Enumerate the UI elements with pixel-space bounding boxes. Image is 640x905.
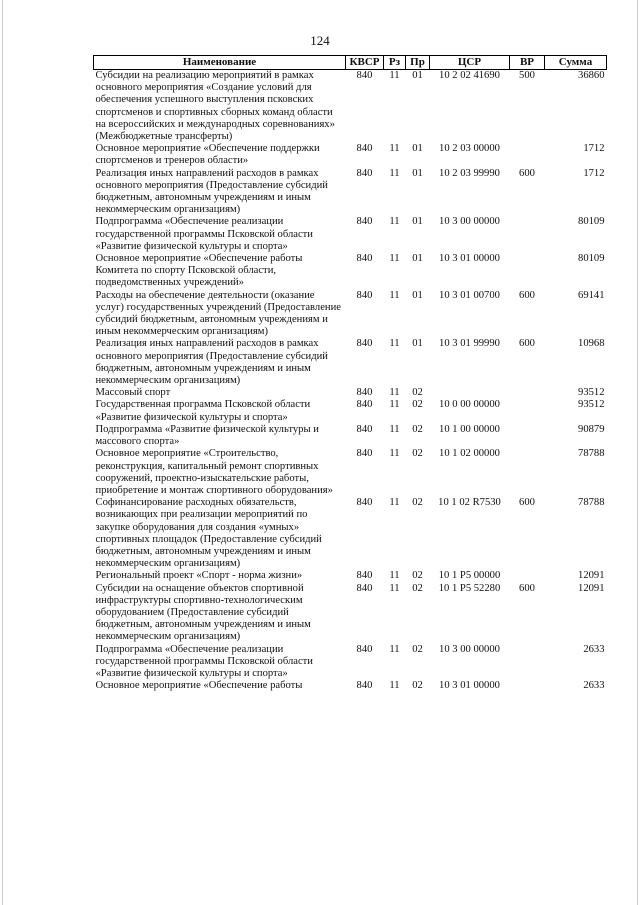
row-csr: 10 1 P5 52280 [438, 582, 501, 594]
row-name: Подпрограмма «Развитие физической культуры и массового спорта» [95, 423, 319, 448]
table-row [94, 70, 607, 144]
row-pr: 02 [412, 387, 423, 399]
row-csr: 10 3 00 00000 [439, 216, 500, 228]
row-rz: 11 [389, 643, 400, 655]
row-kvsr: 840 [356, 680, 373, 692]
row-sum: 12091 [578, 582, 605, 594]
row-rz: 11 [389, 570, 400, 582]
header-csr: ЦСР [430, 56, 510, 70]
row-sum: 12091 [578, 570, 605, 582]
row-vr [510, 143, 545, 167]
row-kvsr: 840 [356, 143, 373, 155]
row-name: Региональный проект «Спорт - норма жизни» [95, 570, 303, 582]
row-pr: 02 [412, 570, 423, 582]
row-pr: 02 [412, 582, 423, 594]
row-pr: 02 [412, 497, 423, 509]
row-sum: 2633 [583, 680, 605, 692]
row-csr: 10 1 02 00000 [439, 448, 500, 460]
row-kvsr: 840 [356, 423, 373, 435]
row-name: Основное мероприятие «Обеспечение работы Комитета по спорту Псковской области, подведомственных учреждений» [95, 253, 303, 289]
scan-edge-left [2, 0, 3, 905]
row-name: Софинансирование расходных обязательств, возникающих при реализации мероприятий по закупке оборудования для создания «умных» спортивных площадок (Предоставление субсидий бюджетным, автономным учреждениям и иным некоммерческим организациям) [95, 497, 322, 570]
row-csr: 10 3 01 99990 [439, 338, 500, 350]
row-csr: 10 0 00 00000 [439, 399, 500, 411]
header-vr: ВР [510, 56, 545, 70]
row-csr: 10 2 03 99990 [439, 167, 500, 179]
row-pr: 01 [412, 253, 423, 265]
row-kvsr: 840 [356, 253, 373, 265]
row-kvsr: 840 [356, 643, 373, 655]
row-kvsr: 840 [356, 289, 373, 301]
header-name: Наименование [94, 56, 346, 70]
row-sum: 1712 [583, 143, 605, 155]
table-row [94, 253, 607, 290]
row-kvsr: 840 [356, 399, 373, 411]
row-sum: 80109 [578, 216, 605, 228]
row-rz: 11 [389, 582, 400, 594]
table-row [94, 497, 607, 570]
row-sum: 1712 [583, 167, 605, 179]
header-pr: Пр [406, 56, 430, 70]
table-row [94, 583, 607, 644]
row-rz: 11 [389, 387, 400, 399]
row-name: Основное мероприятие «Обеспечение поддержки спортсменов и тренеров области» [95, 143, 320, 167]
row-rz: 11 [389, 167, 400, 179]
row-vr [510, 253, 545, 290]
row-rz: 11 [389, 399, 400, 411]
row-csr: 10 3 01 00000 [439, 680, 500, 692]
row-vr [510, 644, 545, 681]
row-sum: 93512 [578, 387, 605, 399]
row-vr: 600 [519, 167, 535, 179]
row-vr: 600 [519, 289, 535, 301]
row-vr [510, 570, 545, 582]
table-row [94, 387, 607, 399]
row-csr: 10 1 00 00000 [439, 423, 500, 435]
page-number: 124 [310, 33, 330, 48]
row-vr: 600 [519, 497, 535, 509]
budget-table [93, 55, 607, 692]
row-sum: 10968 [578, 338, 605, 350]
header-sum: Сумма [545, 56, 607, 70]
row-vr: 500 [519, 70, 535, 81]
row-rz: 11 [389, 448, 400, 460]
row-vr [510, 448, 545, 497]
row-sum: 80109 [578, 253, 605, 265]
table-header-row [94, 56, 607, 70]
row-kvsr: 840 [356, 387, 373, 399]
row-name: Основное мероприятие «Обеспечение работы [95, 680, 303, 692]
row-rz: 11 [389, 338, 400, 350]
row-pr: 02 [412, 643, 423, 655]
row-sum: 90879 [578, 423, 605, 435]
row-sum: 78788 [578, 497, 605, 509]
row-csr: 10 2 03 00000 [439, 143, 500, 155]
row-kvsr: 840 [356, 70, 373, 81]
row-vr [510, 399, 545, 423]
row-kvsr: 840 [356, 338, 373, 350]
table-row [94, 338, 607, 387]
row-pr: 02 [412, 448, 423, 460]
row-sum: 69141 [578, 289, 605, 301]
table-row [94, 570, 607, 582]
row-rz: 11 [389, 289, 400, 301]
table-row [94, 143, 607, 167]
row-rz: 11 [389, 497, 400, 509]
row-rz: 11 [389, 216, 400, 228]
row-pr: 01 [412, 143, 423, 155]
table-body [94, 70, 607, 693]
row-pr: 01 [412, 289, 423, 301]
row-pr: 02 [412, 423, 423, 435]
row-name: Субсидии на оснащение объектов спортивной инфраструктуры спортивно-технологическим оборудованием (Предоставление субсидий бюджетным, автономным учреждениям и иным некоммерческим организациям) [95, 582, 311, 643]
row-vr [510, 387, 545, 399]
row-vr: 600 [519, 338, 535, 350]
table-row [94, 644, 607, 681]
scan-edge-right [637, 0, 638, 905]
row-name: Расходы на обеспечение деятельности (оказание услуг) государственных учреждений (Предоставление субсидий бюджетным, автономным учреждениям и иным некоммерческим организациям) [95, 289, 341, 338]
row-rz: 11 [389, 423, 400, 435]
row-name: Подпрограмма «Обеспечение реализации государственной программы Псковской области «Развитие физической культуры и спорта» [95, 216, 313, 252]
row-sum: 2633 [583, 643, 605, 655]
row-rz: 11 [389, 680, 400, 692]
row-rz: 11 [389, 143, 400, 155]
table-row [94, 399, 607, 423]
row-csr: 10 3 01 00000 [439, 253, 500, 265]
row-csr: 10 2 02 41690 [439, 70, 500, 81]
row-name: Государственная программа Псковской области «Развитие физической культуры и спорта» [95, 399, 311, 423]
row-kvsr: 840 [356, 570, 373, 582]
row-rz: 11 [389, 253, 400, 265]
row-name: Подпрограмма «Обеспечение реализации государственной программы Псковской области «Развитие физической культуры и спорта» [95, 643, 313, 679]
table-row [94, 424, 607, 448]
table-row [94, 448, 607, 497]
row-vr [510, 216, 545, 253]
table-row [94, 168, 607, 217]
row-pr: 02 [412, 399, 423, 411]
row-kvsr: 840 [356, 497, 373, 509]
row-pr: 01 [412, 338, 423, 350]
row-vr [510, 680, 545, 692]
row-kvsr: 840 [356, 448, 373, 460]
row-name: Реализация иных направлений расходов в рамках основного мероприятия (Предоставление субсидий бюджетным, автономным учреждениям и иным некоммерческим организациям) [95, 167, 328, 216]
row-csr: 10 1 P5 00000 [438, 570, 501, 582]
row-csr: 10 3 01 00700 [439, 289, 500, 301]
row-name: Субсидии на реализацию мероприятий в рамках основного мероприятия «Создание условий для обеспечения успешного выступления псковских спортсменов и спортивных сборных команд области на всероссийских и международных соревнованиях» (Межбюджетные трансферты) [95, 70, 335, 143]
table-row [94, 680, 607, 692]
row-csr: 10 1 02 R7530 [438, 497, 501, 509]
row-kvsr: 840 [356, 582, 373, 594]
row-csr: 10 3 00 00000 [439, 643, 500, 655]
header-kvsr: КВСР [346, 56, 384, 70]
row-sum: 78788 [578, 448, 605, 460]
row-name: Реализация иных направлений расходов в рамках основного мероприятия (Предоставление субсидий бюджетным, автономным учреждениям и иным некоммерческим организациям) [95, 338, 328, 387]
row-pr: 01 [412, 167, 423, 179]
row-csr [430, 387, 510, 399]
row-vr: 600 [519, 582, 535, 594]
row-name: Массовый спорт [95, 387, 171, 399]
table-row [94, 216, 607, 253]
row-kvsr: 840 [356, 216, 373, 228]
row-rz: 11 [389, 70, 400, 81]
table-row [94, 290, 607, 339]
row-pr: 01 [412, 70, 423, 81]
row-pr: 02 [412, 680, 423, 692]
row-kvsr: 840 [356, 167, 373, 179]
row-sum: 93512 [578, 399, 605, 411]
row-vr [510, 424, 545, 448]
row-name: Основное мероприятие «Строительство, реконструкция, капитальный ремонт спортивных сооружений, проектно-изыскательские работы, приобретение и монтаж спортивного оборудования» [95, 448, 333, 496]
row-pr: 01 [412, 216, 423, 228]
header-rz: Рз [384, 56, 406, 70]
row-sum: 36860 [578, 70, 605, 81]
